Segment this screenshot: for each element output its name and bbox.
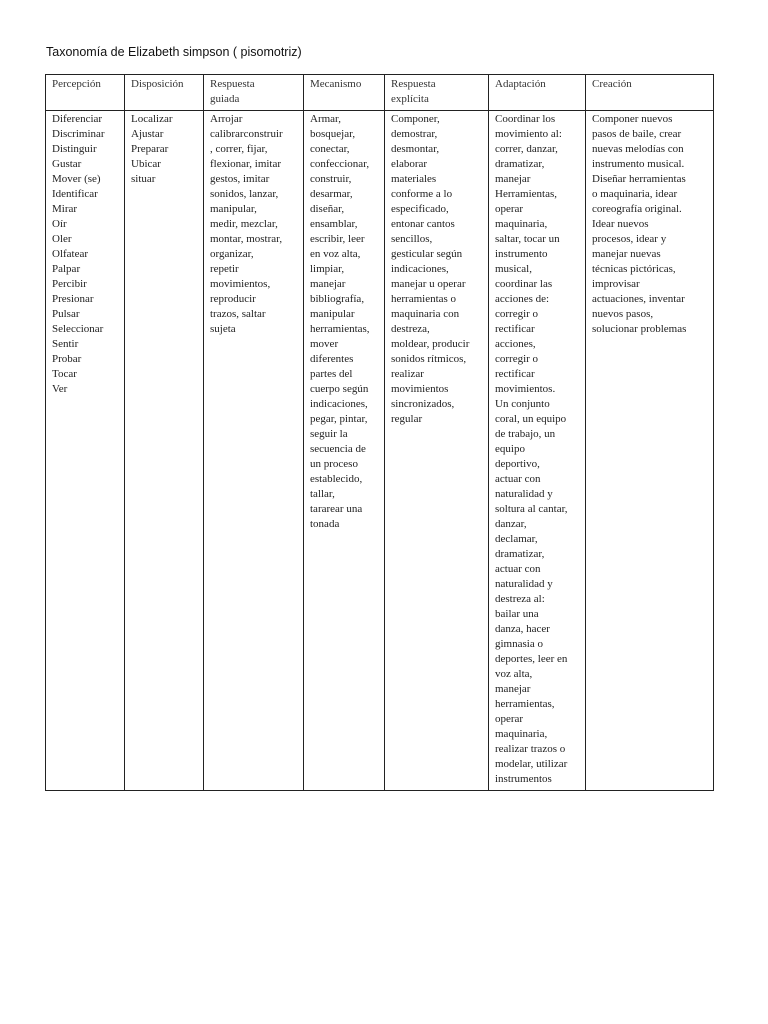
cell-disposicion: Localizar Ajustar Preparar Ubicar situar <box>125 111 204 791</box>
table-row <box>46 111 714 791</box>
header-disposicion: Disposición <box>125 75 204 111</box>
cell-mecanismo: Armar, bosquejar, conectar, confeccionar, construir, desarmar, diseñar, ensamblar, escribir, leer en voz alta, limpiar, manejar bibliografía, manipular herramientas, mover diferentes partes del cuerpo según indicaciones, pegar, pintar, seguir la secuencia de un proceso establecido, tallar, tararear una tonada <box>304 111 385 791</box>
header-mecanismo: Mecanismo <box>304 75 385 111</box>
header-respuesta-explicita: Respuesta explícita <box>385 75 489 111</box>
table-header-row <box>46 75 714 111</box>
header-adaptacion: Adaptación <box>489 75 586 111</box>
cell-creacion: Componer nuevos pasos de baile, crear nuevas melodías con instrumento musical. Diseñar herramientas o maquinaria, idear coreografía original. Idear nuevos procesos, idear y manejar nuevas técnicas pictóricas, improvisar actuaciones, inventar nuevos pasos, solucionar problemas <box>586 111 714 791</box>
cell-adaptacion: Coordinar los movimiento al: correr, danzar, dramatizar, manejar Herramientas, operar maquinaria, saltar, tocar un instrumento musical, coordinar las acciones de: corregir o rectificar acciones, corregir o rectificar movimientos. Un conjunto coral, un equipo de trabajo, un equipo deportivo, actuar con naturalidad y soltura al cantar, danzar, declamar, dramatizar, actuar con naturalidad y destreza al: bailar una danza, hacer gimnasia o deportes, leer en voz alta, manejar herramientas, operar maquinaria, realizar trazos o modelar, utilizar instrumentos <box>489 111 586 791</box>
header-creacion: Creación <box>586 75 714 111</box>
cell-percepcion: Diferenciar Discriminar Distinguir Gustar Mover (se) Identificar Mirar Oír Oler Olfatear Palpar Percibir Presionar Pulsar Seleccionar Sentir Probar Tocar Ver <box>46 111 125 791</box>
header-percepcion: Percepción <box>46 75 125 111</box>
cell-respuesta-guiada: Arrojar calibrarconstruir , correr, fijar, flexionar, imitar gestos, imitar sonidos, lanzar, manipular, medir, mezclar, montar, mostrar, organizar, repetir movimientos, reproducir trazos, saltar sujeta <box>204 111 304 791</box>
header-respuesta-guiada: Respuesta guiada <box>204 75 304 111</box>
document-title: Taxonomía de Elizabeth simpson ( pisomotriz) <box>46 45 302 59</box>
cell-respuesta-explicita: Componer, demostrar, desmontar, elaborar materiales conforme a lo especificado, entonar cantos sencillos, gesticular según indicaciones, manejar u operar herramientas o maquinaria con destreza, moldear, producir sonidos rítmicos, realizar movimientos sincronizados, regular <box>385 111 489 791</box>
taxonomy-table <box>45 74 714 791</box>
